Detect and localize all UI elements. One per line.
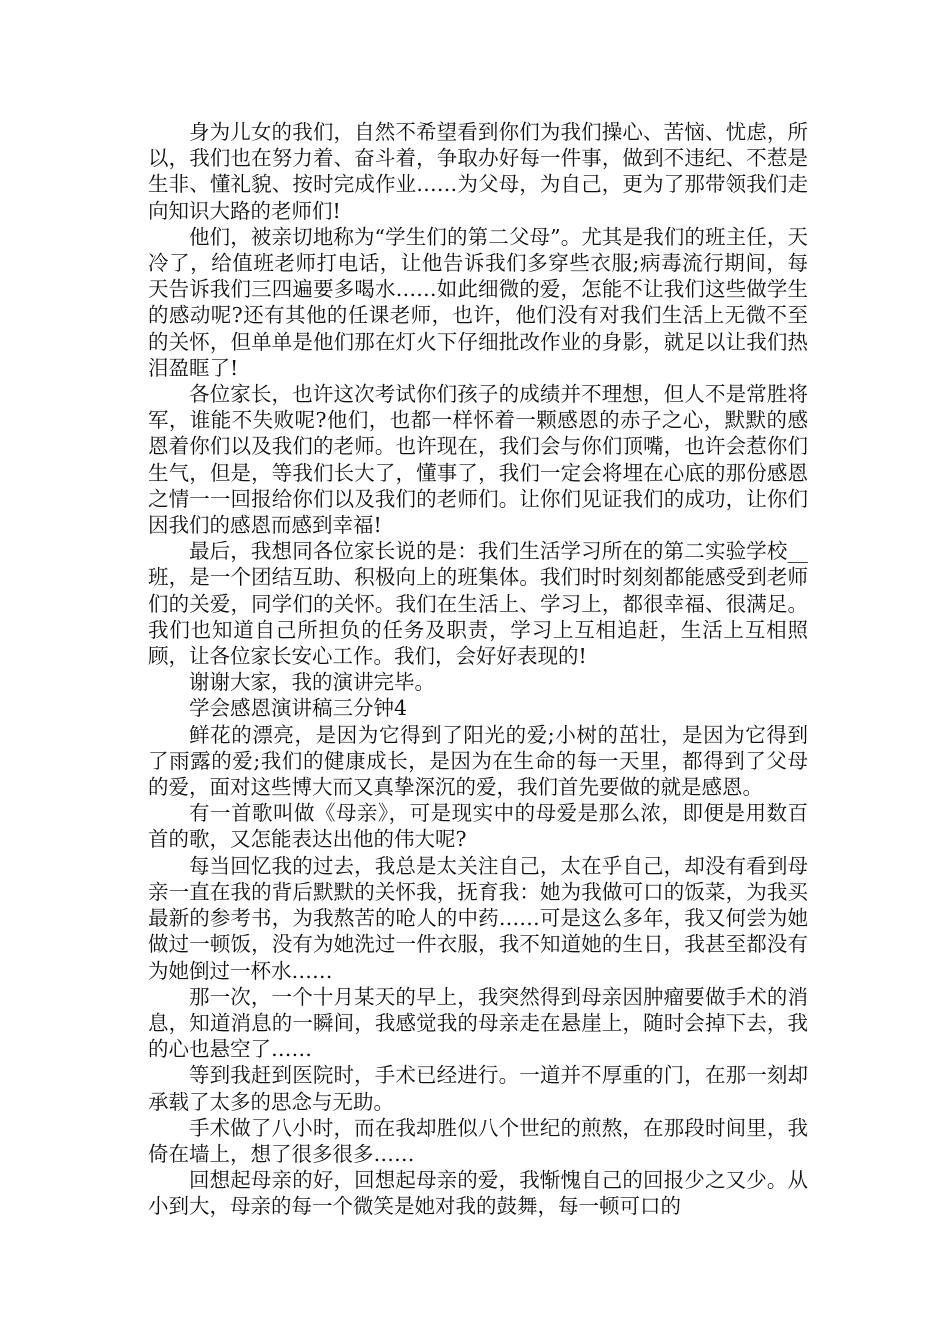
paragraph: 有一首歌叫做《母亲》，可是现实中的母爱是那么浓，即便是用数百首的歌，又怎能表达出他的伟大呢? [148, 801, 808, 852]
paragraph: 各位家长，也许这次考试你们孩子的成绩并不理想，但人不是常胜将军，谁能不失败呢?他们，也都一样怀着一颗感恩的赤子之心，默默的感恩着你们以及我们的老师。也许现在，我们会与你们顶嘴，也许会惹你们生气，但是，等我们长大了，懂事了，我们一定会将埋在心底的那份感恩之情一一回报给你们以及我们的老师们。让你们见证我们的成功，让你们因我们的感恩而感到幸福! [148, 382, 808, 538]
paragraph: 每当回忆我的过去，我总是太关注自己，太在乎自己，却没有看到母亲一直在我的背后默默的关怀我，抚育我：她为我做可口的饭菜，为我买最新的参考书，为我熬苦的呛人的中药……可是这么多年，我又何尝为她做过一顿饭，没有为她洗过一件衣服，我不知道她的生日，我甚至都没有为她倒过一杯水…… [148, 853, 808, 983]
paragraph: 他们，被亲切地称为“学生们的第二父母”。尤其是我们的班主任，天冷了，给值班老师打电话，让他告诉我们多穿些衣服;病毒流行期间，每天告诉我们三四遍要多喝水……如此细微的爱，怎能不让我们这些做学生的感动呢?还有其他的任课老师，也许，他们没有对我们生活上无微不至的关怀，但单单是他们那在灯火下仔细批改作业的身影，就足以让我们热泪盈眶了! [148, 224, 808, 380]
paragraph: 回想起母亲的好，回想起母亲的爱，我惭愧自己的回报少之又少。从小到大，母亲的每一个微笑是她对我的鼓舞，每一顿可口的 [148, 1168, 808, 1219]
closing-line: 谢谢大家，我的演讲完毕。 [189, 670, 435, 695]
paragraph: 手术做了八小时，而在我却胜似八个世纪的煎熬，在那段时间里，我倚在墙上，想了很多很多…… [148, 1115, 808, 1166]
paragraph: 那一次，一个十月某天的早上，我突然得到母亲因肿瘤要做手术的消息，知道消息的一瞬间，我感觉我的母亲走在悬崖上，随时会掉下去，我的心也悬空了…… [148, 984, 808, 1062]
section-heading: 学会感恩演讲稿三分钟4 [189, 696, 408, 721]
paragraph: 身为儿女的我们，自然不希望看到你们为我们操心、苦恼、忧虑，所以，我们也在努力着、奋斗着，争取办好每一件事，做到不违纪、不惹是生非、懂礼貌、按时完成作业……为父母，为自己，更为了那带领我们走向知识大路的老师们! [148, 120, 808, 223]
paragraph: 等到我赶到医院时，手术已经进行。一道并不厚重的门，在那一刻却承载了太多的思念与无助。 [148, 1063, 808, 1114]
paragraph: 鲜花的漂亮，是因为它得到了阳光的爱;小树的茁壮，是因为它得到了雨露的爱;我们的健康成长，是因为在生命的每一天里，都得到了父母的爱，面对这些博大而又真挚深沉的爱，我们首先要做的就是感恩。 [148, 722, 808, 800]
paragraph: 最后，我想同各位家长说的是：我们生活学习所在的第二实验学校__班，是一个团结互助、积极向上的班集体。我们时时刻刻都能感受到老师们的关爱，同学们的关怀。我们在生活上、学习上，都很幸福、很满足。我们也知道自己所担负的任务及职责，学习上互相追赶，生活上互相照顾，让各位家长安心工作。我们，会好好表现的! [148, 539, 808, 669]
document-body [148, 119, 808, 1220]
